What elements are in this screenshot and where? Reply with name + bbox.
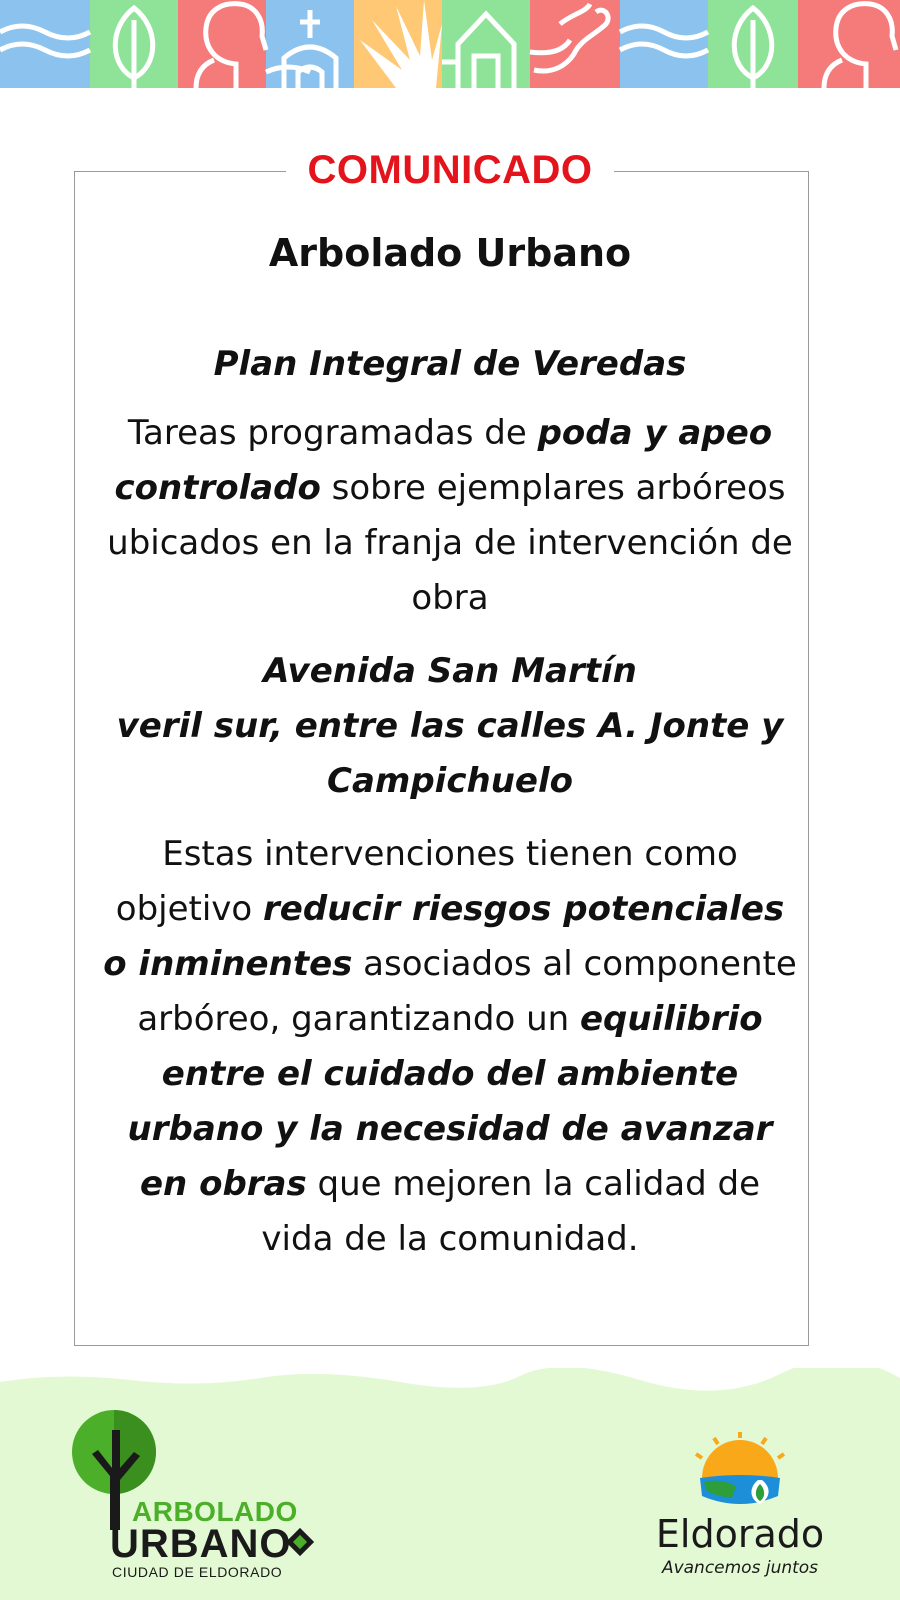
- paragraph-objective: [100, 827, 800, 1267]
- text-fragment: que mejoren la calidad de vida de la comunidad.: [261, 1164, 761, 1259]
- paragraph-tasks: [100, 406, 800, 626]
- logo-word-arbolado: ARBOLADO: [132, 1496, 298, 1527]
- sun-icon: [696, 1432, 784, 1478]
- location-block: [100, 644, 800, 809]
- emphasis-text: poda y apeo controlado: [114, 413, 773, 508]
- eldorado-slogan: Avancemos juntos: [661, 1558, 819, 1578]
- arbolado-urbano-logo: [70, 1410, 330, 1580]
- top-banner: [0, 0, 900, 88]
- text-fragment: Tareas programadas de: [127, 413, 538, 453]
- emphasis-text: reducir riesgos potenciales o inminentes: [103, 889, 785, 984]
- eldorado-logo: [640, 1432, 840, 1582]
- emphasis-text: equilibrio entre el cuidado del ambiente urbano y la necesidad de avanzar en obras: [127, 999, 773, 1204]
- location-line: veril sur, entre las calles A. Jonte y Campichuelo: [116, 706, 784, 801]
- heading-wrapper: [0, 148, 900, 192]
- location-line: Avenida San Martín: [263, 651, 637, 691]
- logo-word-urbano: URBANO: [110, 1522, 292, 1566]
- eldorado-name: Eldorado: [655, 1512, 825, 1556]
- text-fragment: sobre ejemplares arbóreos ubicados en la franja de intervención de obra: [107, 468, 793, 618]
- text-fragment: Estas intervenciones tienen como objetivo: [115, 834, 738, 929]
- text-fragment: asociados al componente arbóreo, garantizando un: [137, 944, 797, 1039]
- communique-content: [100, 228, 800, 1267]
- subtitle: Plan Integral de Veredas: [213, 344, 687, 384]
- communique-heading: COMUNICADO: [286, 148, 615, 192]
- logo-city-caption: CIUDAD DE ELDORADO: [112, 1564, 283, 1580]
- landscape-icon: [700, 1475, 780, 1504]
- page-title: Arbolado Urbano: [268, 231, 632, 275]
